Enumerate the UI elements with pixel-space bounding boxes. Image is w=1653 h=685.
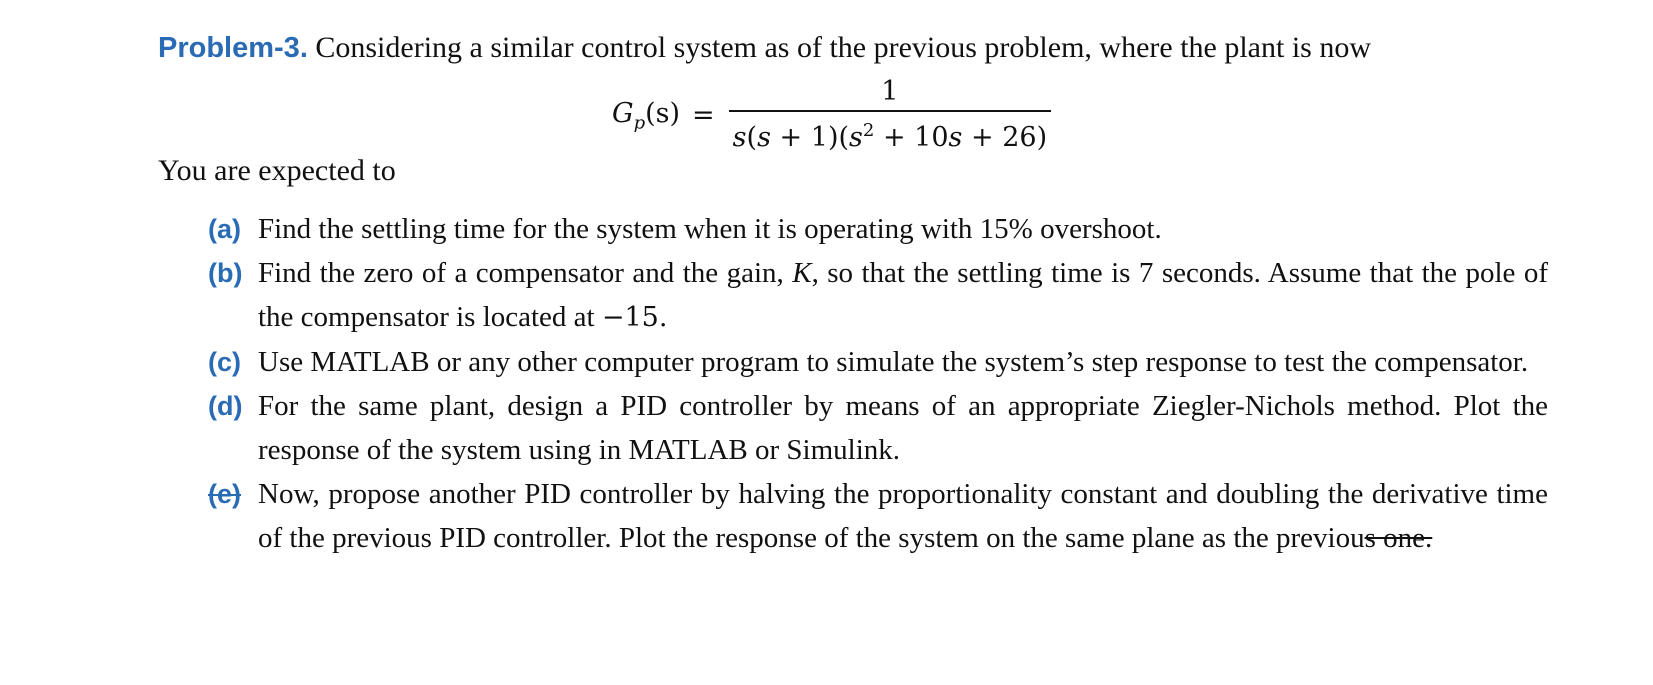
task-text-c: Use MATLAB or any other computer program to simulate the system’s step response to test the compensator. bbox=[258, 346, 1529, 378]
gain-variable: K bbox=[792, 257, 812, 289]
task-text-b-part1: Find the zero of a compensator and the gain, bbox=[258, 257, 793, 289]
equation-fraction bbox=[729, 76, 1051, 155]
task-text-b-part2: , so that the settling time is 7 seconds. Assume that the pole of the compensator is located at bbox=[258, 257, 1548, 333]
task-text-e bbox=[258, 472, 1548, 560]
task-item-d bbox=[208, 384, 1548, 472]
task-item-e bbox=[208, 472, 1548, 560]
task-text-b bbox=[258, 251, 1548, 340]
task-label-d: (d) bbox=[208, 391, 243, 421]
equation-lhs bbox=[612, 98, 680, 133]
problem-statement: Considering a similar control system as of the previous problem, where the plant is now bbox=[307, 31, 1371, 64]
equation-subscript: p bbox=[633, 112, 646, 134]
task-label-a: (a) bbox=[208, 214, 241, 244]
transfer-function-equation bbox=[612, 72, 1051, 158]
task-item-a bbox=[208, 207, 1548, 251]
equation-numerator: 1 bbox=[881, 75, 899, 107]
problem-heading bbox=[158, 30, 1371, 66]
equation-denominator: $s(s + 1)(s^2 + 10s + 26)$ bbox=[732, 119, 1048, 153]
struck-text: s one. bbox=[1364, 522, 1433, 554]
task-label-e: (e) bbox=[208, 479, 241, 509]
task-text-e-main: Now, propose another PID controller by halving the proportionality constant and doubling the derivative time of the previous PID controller. Plot the response of the system on the same plane as the previou bbox=[258, 478, 1548, 554]
task-label-b: (b) bbox=[208, 258, 243, 288]
equals-sign: = bbox=[692, 99, 715, 131]
equation-argument: (s) bbox=[645, 98, 681, 130]
pole-location-value: −15. bbox=[601, 302, 668, 333]
intro-text: You are expected to bbox=[158, 154, 396, 187]
task-text-d: For the same plant, design a PID controller by means of an appropriate Ziegler-Nichols method. Plot the response of the system using in MATLAB or Simulink. bbox=[258, 390, 1548, 466]
problem-label: Problem-3. bbox=[158, 32, 308, 64]
task-text-a: Find the settling time for the system when it is operating with 15% overshoot. bbox=[258, 213, 1162, 245]
equation-symbol: G bbox=[612, 98, 634, 130]
task-item-b bbox=[208, 251, 1548, 340]
task-label-c: (c) bbox=[208, 347, 241, 377]
task-list bbox=[208, 207, 1548, 560]
task-item-c bbox=[208, 340, 1548, 384]
